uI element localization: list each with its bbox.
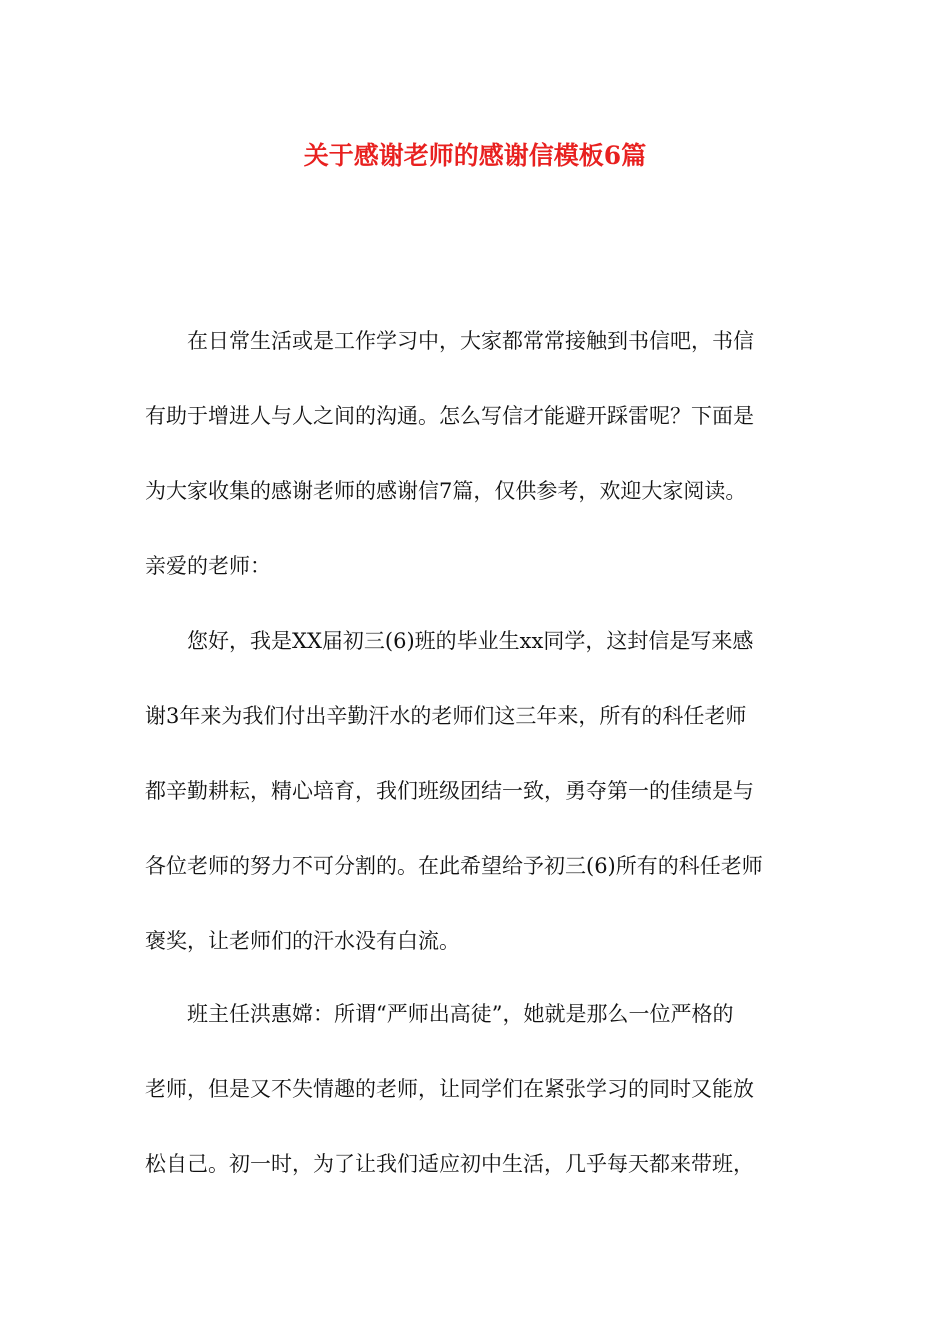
- paragraph-line-2: 有助于增进人与人之间的沟通。怎么写信才能避开踩雷呢？下面是: [145, 404, 754, 428]
- document-title: 关于感谢老师的感谢信模板6篇: [303, 141, 647, 170]
- paragraph-line-3: 为大家收集的感谢老师的感谢信7篇，仅供参考，欢迎大家阅读。: [145, 479, 747, 503]
- paragraph-line-12: 松自己。初一时，为了让我们适应初中生活，几乎每天都来带班，: [145, 1152, 754, 1176]
- paragraph-line-6: 谢3年来为我们付出辛勤汗水的老师们这三年来，所有的科任老师: [145, 704, 747, 728]
- paragraph-line-10: 班主任洪惠嫦：所谓“严师出高徒”，她就是那么一位严格的: [187, 1002, 734, 1026]
- paragraph-line-7: 都辛勤耕耘，精心培育，我们班级团结一致，勇夺第一的佳绩是与: [145, 779, 754, 803]
- paragraph-line-8: 各位老师的努力不可分割的。在此希望给予初三(6)所有的科任老师: [145, 854, 763, 878]
- paragraph-line-5: 您好，我是XX届初三(6)班的毕业生xx同学，这封信是写来感: [187, 629, 754, 653]
- paragraph-line-9: 褒奖，让老师们的汗水没有白流。: [145, 929, 460, 953]
- paragraph-line-11: 老师，但是又不失情趣的老师，让同学们在紧张学习的同时又能放: [145, 1077, 754, 1101]
- paragraph-line-1: 在日常生活或是工作学习中，大家都常常接触到书信吧，书信: [187, 329, 754, 353]
- salutation-line: 亲爱的老师：: [145, 554, 271, 578]
